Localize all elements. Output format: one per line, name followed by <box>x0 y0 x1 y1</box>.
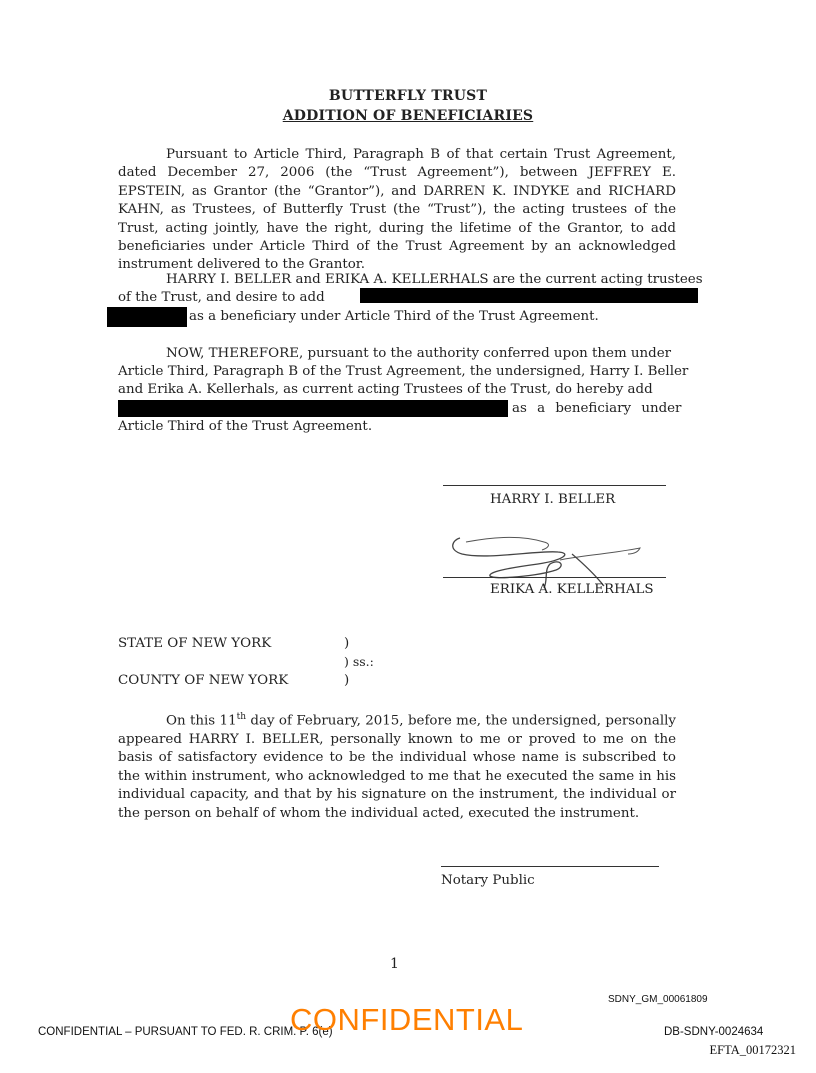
signature-line <box>443 485 666 486</box>
paragraph2-line1: HARRY I. BELLER and ERIKA A. KELLERHALS are the current acting trustees <box>166 272 703 287</box>
notary-label: Notary Public <box>441 873 535 888</box>
page-number: 1 <box>390 956 399 972</box>
signer1-name: HARRY I. BELLER <box>490 492 616 507</box>
document-title: BUTTERFLY TRUST <box>328 88 488 104</box>
paragraph3-line2: Article Third, Paragraph B of the Trust Agreement, the undersigned, Harry I. Beller <box>118 364 689 379</box>
signer2-name: ERIKA A. KELLERHALS <box>490 582 654 597</box>
signature-line <box>443 577 666 578</box>
redaction-box <box>118 400 508 417</box>
paragraph3-line3: and Erika A. Kellerhals, as current acting Trustees of the Trust, do hereby add <box>118 382 653 397</box>
handwritten-signature <box>448 520 648 590</box>
venue-brace: ) <box>344 673 350 688</box>
notary-signature-line <box>441 866 659 867</box>
venue-brace: ) <box>344 636 350 651</box>
paragraph3-line4: as a beneficiary under <box>512 401 682 416</box>
confidential-notice: CONFIDENTIAL – PURSUANT TO FED. R. CRIM. P. 6(e) <box>38 1026 333 1038</box>
paragraph3-line1: NOW, THEREFORE, pursuant to the authority conferred upon them under <box>166 346 672 361</box>
bates-number-efta: EFTA_00172321 <box>709 1043 796 1057</box>
paragraph3-line5: Article Third of the Trust Agreement. <box>118 419 373 434</box>
paragraph2-line3: as a beneficiary under Article Third of the Trust Agreement. <box>189 309 599 324</box>
acknowledgment-day: On this 11 <box>166 713 237 729</box>
document-subtitle: ADDITION OF BENEFICIARIES <box>282 108 534 124</box>
paragraph2-line2: of the Trust, and desire to add <box>118 290 325 305</box>
venue-state: STATE OF NEW YORK <box>118 636 272 651</box>
redaction-box <box>107 307 187 327</box>
bates-number-sdny-gm: SDNY_GM_00061809 <box>608 994 708 1005</box>
bates-number-db: DB-SDNY-0024634 <box>664 1026 764 1038</box>
venue-county: COUNTY OF NEW YORK <box>118 673 289 688</box>
confidential-watermark: CONFIDENTIAL <box>290 1002 524 1037</box>
redaction-box <box>360 288 698 303</box>
acknowledgment-day-suffix: th <box>236 712 247 722</box>
venue-ss: ) ss.: <box>344 654 374 669</box>
acknowledgment-text: day of February, 2015, before me, the undersigned, personally appeared HARRY I. BELLER, personally known to me or proved to me on the basis of satisfactory evidence to be the individual whose name is subscribed to the within instrument, who acknowledged to me that he executed the same in his individual capacity, and that by his signature on the instrument, the individual or the person on behalf of whom the individual acted, executed the instrument. <box>118 713 676 821</box>
acknowledgment-paragraph <box>118 708 676 823</box>
paragraph-recital: Pursuant to Article Third, Paragraph B of that certain Trust Agreement, dated December 27, 2006 (the “Trust Agreement”), between JEFFREY E. EPSTEIN, as Grantor (the “Grantor”), and DARREN K. INDYKE and RICHARD KAHN, as Trustees, of Butterfly Trust (the “Trust”), the acting trustees of the Trust, acting jointly, have the right, during the lifetime of the Grantor, to add beneficiaries under Article Third of the Trust Agreement by an acknowledged instrument delivered to the Grantor. <box>118 147 676 273</box>
